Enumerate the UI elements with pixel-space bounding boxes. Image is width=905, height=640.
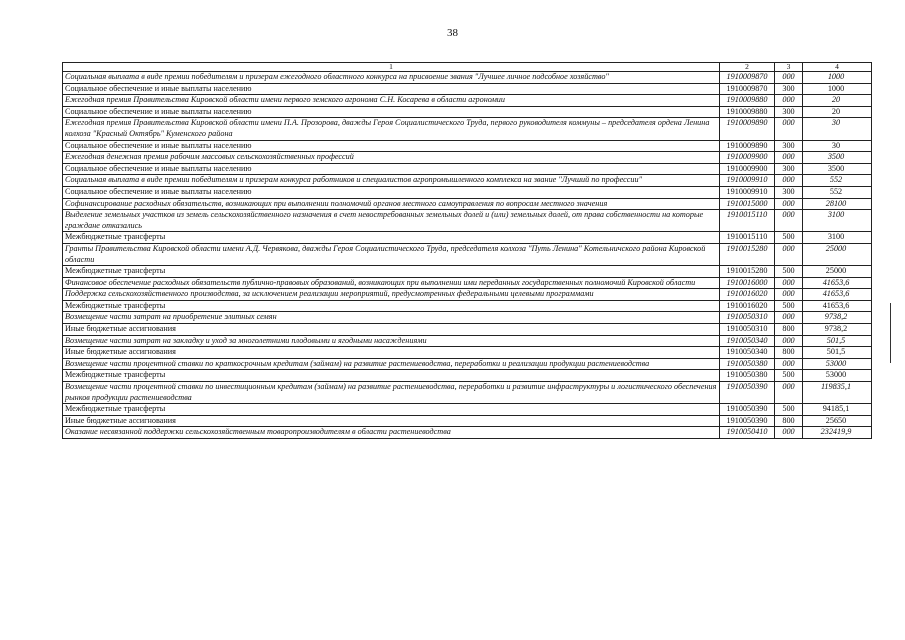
budget-table xyxy=(62,62,872,439)
row-code: 1910009910 xyxy=(720,175,775,187)
row-code: 1910016020 xyxy=(720,289,775,301)
table-row xyxy=(63,175,872,187)
row-description: Финансовое обеспечение расходных обязательств публично-правовых образований, возникающих при выполнении ими переданных государственных полномочий Кировской области xyxy=(63,277,720,289)
table-row xyxy=(63,370,872,382)
row-expense-type: 500 xyxy=(775,232,803,244)
row-expense-type: 500 xyxy=(775,370,803,382)
row-expense-type: 800 xyxy=(775,347,803,359)
row-expense-type: 000 xyxy=(775,382,803,404)
row-description: Социальное обеспечение и иные выплаты населению xyxy=(63,83,720,95)
table-row xyxy=(63,312,872,324)
row-description: Ежегодная премия Правительства Кировской области имени первого земского агронома С.Н. Косарева в области агрономии xyxy=(63,95,720,107)
row-code: 1910009870 xyxy=(720,83,775,95)
row-code: 1910050380 xyxy=(720,358,775,370)
row-expense-type: 000 xyxy=(775,358,803,370)
table-row xyxy=(63,358,872,370)
table-row xyxy=(63,324,872,336)
row-description: Межбюджетные трансферты xyxy=(63,232,720,244)
row-expense-type: 000 xyxy=(775,152,803,164)
table-row xyxy=(63,300,872,312)
row-amount: 3100 xyxy=(803,210,872,232)
row-expense-type: 000 xyxy=(775,335,803,347)
row-description: Оказание несвязанной поддержки сельскохозяйственным товаропроизводителям в области растениеводства xyxy=(63,427,720,439)
table-row xyxy=(63,140,872,152)
row-amount: 3100 xyxy=(803,232,872,244)
row-description: Социальное обеспечение и иные выплаты населению xyxy=(63,140,720,152)
row-code: 1910050390 xyxy=(720,382,775,404)
row-amount: 119835,1 xyxy=(803,382,872,404)
row-code: 1910016020 xyxy=(720,300,775,312)
row-expense-type: 300 xyxy=(775,140,803,152)
row-code: 1910009900 xyxy=(720,152,775,164)
row-code: 1910050340 xyxy=(720,335,775,347)
row-amount: 30 xyxy=(803,140,872,152)
row-description: Межбюджетные трансферты xyxy=(63,370,720,382)
header-col-4: 4 xyxy=(803,63,872,72)
row-description: Ежегодная денежная премия рабочим массовых сельскохозяйственных профессий xyxy=(63,152,720,164)
row-amount: 53000 xyxy=(803,358,872,370)
row-code: 1910009890 xyxy=(720,140,775,152)
row-amount: 20 xyxy=(803,95,872,107)
row-expense-type: 800 xyxy=(775,415,803,427)
row-code: 1910050310 xyxy=(720,324,775,336)
table-row xyxy=(63,335,872,347)
row-expense-type: 800 xyxy=(775,324,803,336)
row-amount: 94185,1 xyxy=(803,404,872,416)
row-description: Возмещение части затрат на закладку и уход за многолетними плодовыми и ягодными насаждениями xyxy=(63,335,720,347)
table-row xyxy=(63,266,872,278)
row-amount: 552 xyxy=(803,175,872,187)
row-code: 1910016000 xyxy=(720,277,775,289)
row-expense-type: 300 xyxy=(775,186,803,198)
row-code: 1910009880 xyxy=(720,95,775,107)
row-amount: 9738,2 xyxy=(803,312,872,324)
row-expense-type: 500 xyxy=(775,300,803,312)
row-amount: 1000 xyxy=(803,83,872,95)
row-code: 1910050390 xyxy=(720,415,775,427)
page-number: 38 xyxy=(447,27,458,39)
row-expense-type: 500 xyxy=(775,266,803,278)
table-row xyxy=(63,427,872,439)
row-description: Софинансирование расходных обязательств, возникающих при выполнении полномочий органов местного самоуправления по вопросам местного значения xyxy=(63,198,720,210)
row-code: 1910050380 xyxy=(720,370,775,382)
row-expense-type: 000 xyxy=(775,289,803,301)
row-description: Иные бюджетные ассигнования xyxy=(63,347,720,359)
row-code: 1910050390 xyxy=(720,404,775,416)
row-code: 1910050310 xyxy=(720,312,775,324)
table-row xyxy=(63,232,872,244)
row-expense-type: 300 xyxy=(775,163,803,175)
row-amount: 28100 xyxy=(803,198,872,210)
row-description: Гранты Правительства Кировской области имени А.Д. Червякова, дважды Героя Социалистического Труда, председателя колхоза "Путь Ленина" Котельничского района Кировской области xyxy=(63,243,720,265)
row-amount: 1000 xyxy=(803,72,872,84)
table-row xyxy=(63,163,872,175)
table-row xyxy=(63,198,872,210)
table-row xyxy=(63,118,872,140)
row-code: 1910015000 xyxy=(720,198,775,210)
row-description: Ежегодная премия Правительства Кировской области имени П.А. Прозорова, дважды Героя Социалистического Труда, первого руководителя коммуны – председателя ордена Ленина колхоза "Красный Октябрь" Куменского района xyxy=(63,118,720,140)
table-row xyxy=(63,243,872,265)
table-row xyxy=(63,382,872,404)
row-description: Иные бюджетные ассигнования xyxy=(63,324,720,336)
row-code: 1910009870 xyxy=(720,72,775,84)
row-description: Социальная выплата в виде премии победителям и призерам ежегодного областного конкурса на присвоение звания "Лучшее личное подсобное хозяйство" xyxy=(63,72,720,84)
row-description: Межбюджетные трансферты xyxy=(63,266,720,278)
table-row xyxy=(63,415,872,427)
table-row xyxy=(63,210,872,232)
row-expense-type: 300 xyxy=(775,106,803,118)
row-description: Возмещение части процентной ставки по инвестиционным кредитам (займам) на развитие растениеводства, переработки и развитие инфраструктуры и логистического обеспечения рынков продукции растениеводства xyxy=(63,382,720,404)
row-amount: 20 xyxy=(803,106,872,118)
table-row xyxy=(63,72,872,84)
table-row xyxy=(63,277,872,289)
row-amount: 41653,6 xyxy=(803,300,872,312)
row-expense-type: 000 xyxy=(775,243,803,265)
row-expense-type: 000 xyxy=(775,175,803,187)
row-expense-type: 000 xyxy=(775,210,803,232)
row-amount: 41653,6 xyxy=(803,277,872,289)
row-code: 1910009910 xyxy=(720,186,775,198)
row-amount: 501,5 xyxy=(803,335,872,347)
header-col-3: 3 xyxy=(775,63,803,72)
table-row xyxy=(63,95,872,107)
row-expense-type: 000 xyxy=(775,118,803,140)
row-amount: 3500 xyxy=(803,163,872,175)
row-code: 1910015280 xyxy=(720,243,775,265)
table-row xyxy=(63,347,872,359)
row-code: 1910015110 xyxy=(720,232,775,244)
row-description: Выделение земельных участков из земель сельскохозяйственного назначения в счет невостребованных земельных долей и (или) земельных долей, от права собственности на которые граждане отказались xyxy=(63,210,720,232)
row-expense-type: 500 xyxy=(775,404,803,416)
row-amount: 25000 xyxy=(803,266,872,278)
row-amount: 232419,9 xyxy=(803,427,872,439)
row-code: 1910009890 xyxy=(720,118,775,140)
row-code: 1910015110 xyxy=(720,210,775,232)
row-expense-type: 000 xyxy=(775,312,803,324)
row-code: 1910009880 xyxy=(720,106,775,118)
table-row xyxy=(63,289,872,301)
row-description: Поддержка сельскохозяйственного производства, за исключением реализации мероприятий, предусмотренных федеральными целевыми программами xyxy=(63,289,720,301)
margin-mark xyxy=(890,303,891,363)
row-code: 1910015280 xyxy=(720,266,775,278)
row-amount: 30 xyxy=(803,118,872,140)
table-row xyxy=(63,106,872,118)
row-expense-type: 300 xyxy=(775,83,803,95)
table-row xyxy=(63,152,872,164)
row-description: Иные бюджетные ассигнования xyxy=(63,415,720,427)
row-code: 1910050340 xyxy=(720,347,775,359)
row-expense-type: 000 xyxy=(775,72,803,84)
row-amount: 25650 xyxy=(803,415,872,427)
header-col-1: 1 xyxy=(63,63,720,72)
row-description: Социальное обеспечение и иные выплаты населению xyxy=(63,186,720,198)
table-row xyxy=(63,186,872,198)
row-description: Межбюджетные трансферты xyxy=(63,404,720,416)
row-description: Социальное обеспечение и иные выплаты населению xyxy=(63,106,720,118)
row-description: Межбюджетные трансферты xyxy=(63,300,720,312)
table-header-row xyxy=(63,63,872,72)
row-amount: 53000 xyxy=(803,370,872,382)
row-description: Социальная выплата в виде премии победителям и призерам конкурса работников и специалистов агропромышленного комплекса на звание "Лучший по профессии" xyxy=(63,175,720,187)
row-amount: 552 xyxy=(803,186,872,198)
table-row xyxy=(63,83,872,95)
row-description: Возмещение части процентной ставки по краткосрочным кредитам (займам) на развитие растениеводства, переработки и реализации продукции растениеводства xyxy=(63,358,720,370)
row-description: Возмещение части затрат на приобретение элитных семян xyxy=(63,312,720,324)
row-expense-type: 000 xyxy=(775,277,803,289)
row-amount: 25000 xyxy=(803,243,872,265)
row-amount: 9738,2 xyxy=(803,324,872,336)
table-row xyxy=(63,404,872,416)
header-col-2: 2 xyxy=(720,63,775,72)
row-expense-type: 000 xyxy=(775,95,803,107)
row-amount: 3500 xyxy=(803,152,872,164)
row-amount: 501,5 xyxy=(803,347,872,359)
row-description: Социальное обеспечение и иные выплаты населению xyxy=(63,163,720,175)
row-expense-type: 000 xyxy=(775,427,803,439)
row-expense-type: 000 xyxy=(775,198,803,210)
row-amount: 41653,6 xyxy=(803,289,872,301)
row-code: 1910009900 xyxy=(720,163,775,175)
row-code: 1910050410 xyxy=(720,427,775,439)
